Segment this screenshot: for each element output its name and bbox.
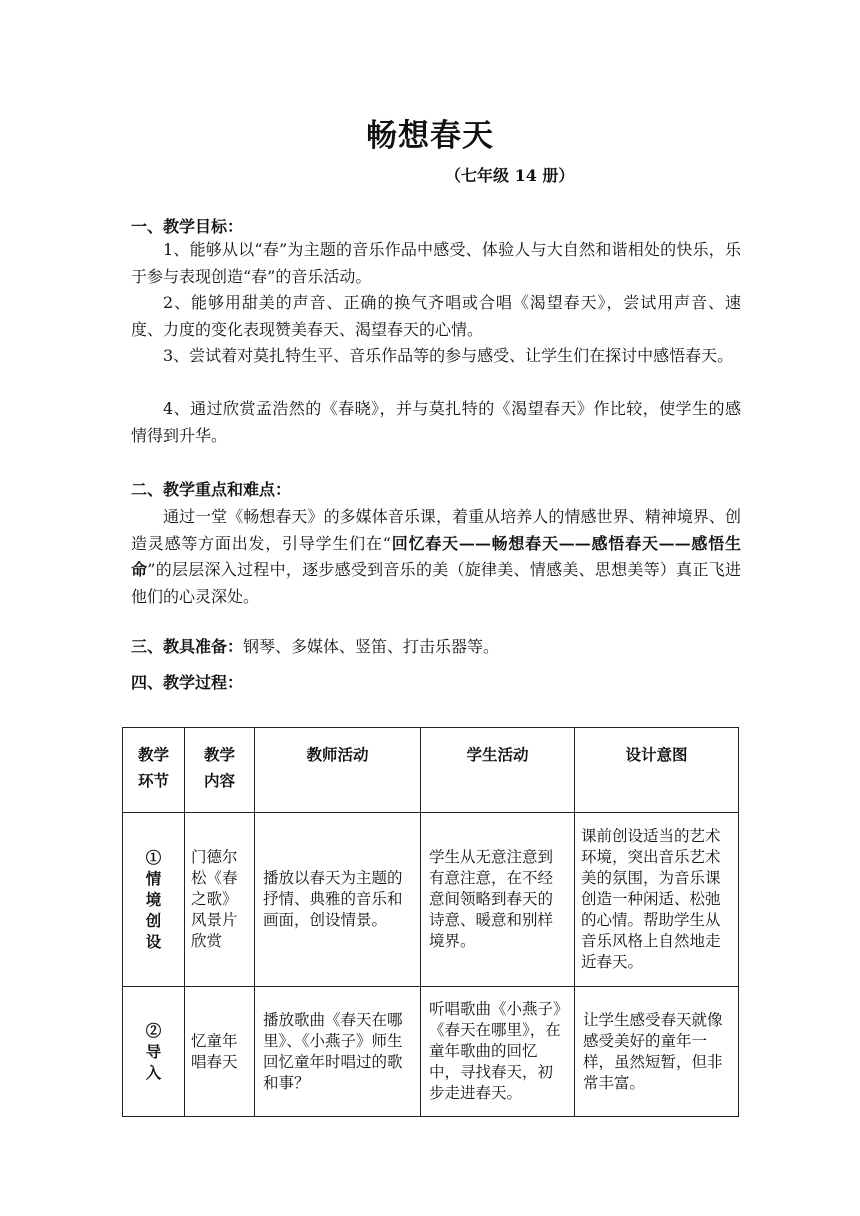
header-stage: 教学环节 (123, 728, 185, 813)
student-activity-cell: 学生从无意注意到有意注意，在不经意间领略到春天的诗意、暖意和别样境界。 (421, 813, 575, 987)
section-heading-process: 四、教学过程： (131, 673, 244, 692)
key-points-paragraph (131, 504, 741, 610)
key-points-bold-phrase: 回忆春天——畅想春天——感悟春天——感悟生命 (131, 533, 741, 579)
section-heading-key-points: 二、教学重点和难点： (131, 480, 292, 499)
document-title: 畅想春天 (366, 118, 494, 154)
student-activity-cell: 听唱歌曲《小燕子》《春天在哪里》，在童年歌曲的回忆中，寻找春天，初步走进春天。 (421, 987, 575, 1117)
design-intent-cell: 让学生感受春天就像感受美好的童年一样，虽然短暂，但非常丰富。 (575, 987, 739, 1117)
header-design-intent: 设计意图 (575, 728, 739, 813)
content-cell: 忆童年唱春天 (185, 987, 255, 1117)
objective-paragraph: 1、能够从以“春”为主题的音乐作品中感受、体验人与大自然和谐相处的快乐，乐于参与表现创造“春”的音乐活动。 (131, 240, 741, 286)
objective-paragraph: 3、尝试着对莫扎特生平、音乐作品等的参与感受、让学生们在探讨中感悟春天。 (163, 346, 734, 365)
header-teacher-activity: 教师活动 (255, 728, 421, 813)
content-cell: 门德尔松《春之歌》风景片欣赏 (185, 813, 255, 987)
table-row (123, 987, 739, 1117)
header-content: 教学内容 (185, 728, 255, 813)
section-heading-materials (131, 634, 499, 657)
header-student-activity: 学生活动 (421, 728, 575, 813)
materials-text: 钢琴、多媒体、竖笛、打击乐器等。 (243, 637, 500, 656)
stage-cell: ②导入 (123, 987, 185, 1117)
objective-paragraph: 4、通过欣赏孟浩然的《春晓》，并与莫扎特的《渴望春天》作比较，使学生的感情得到升华。 (131, 399, 741, 445)
materials-heading: 三、教具准备： (131, 637, 244, 656)
design-intent-cell: 课前创设适当的艺术环境，突出音乐艺术美的氛围，为音乐课创造一种闲适、松弛的心情。帮助学生从音乐风格上自然地走近春天。 (575, 813, 739, 987)
stage-cell: ①情境创设 (123, 813, 185, 987)
key-points-text-start: 通过一堂《畅想春天》的多媒体音乐课，着重从培养人的情感世界、精神境界、创造灵感等方面出发，引导学生们在“ (131, 507, 741, 553)
table-header-row (123, 728, 739, 813)
key-points-text-end: ”的层层深入过程中，逐步感受到音乐的美（旋律美、情感美、思想美等）真正飞进他们的心灵深处。 (131, 560, 741, 606)
table-row (123, 813, 739, 987)
teacher-activity-cell: 播放歌曲《春天在哪里》、《小燕子》师生回忆童年时唱过的歌和事？ (255, 987, 421, 1117)
teacher-activity-cell: 播放以春天为主题的抒情、典雅的音乐和画面，创设情景。 (255, 813, 421, 987)
objective-paragraph: 2、能够用甜美的声音、正确的换气齐唱或合唱《渴望春天》，尝试用声音、速度、力度的变化表现赞美春天、渴望春天的心情。 (131, 293, 741, 339)
lesson-process-table (122, 727, 739, 1117)
section-heading-objectives: 一、教学目标： (131, 217, 244, 236)
document-subtitle: （七年级 14 册） (445, 166, 575, 185)
